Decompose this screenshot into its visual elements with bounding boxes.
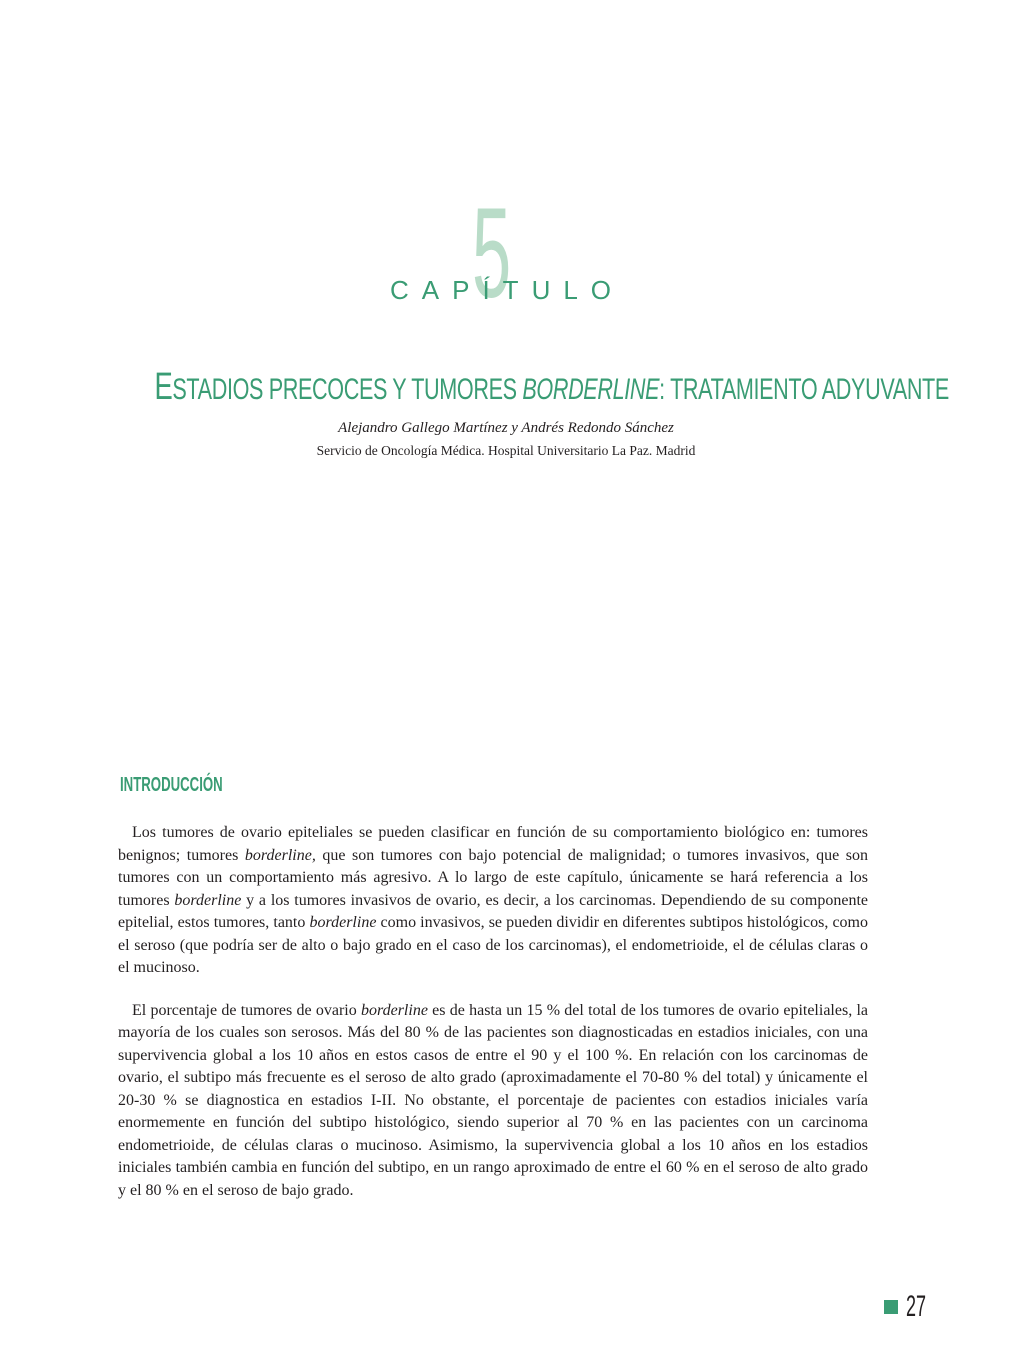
chapter-label: CAPÍTULO xyxy=(390,275,625,305)
paragraph-2 xyxy=(118,1000,868,1203)
title-part-1: STADIOS PRECOCES Y TUMORES xyxy=(172,373,523,406)
affiliation: Servicio de Oncología Médica. Hospital Universitario La Paz. Madrid xyxy=(316,443,696,458)
chapter-number: 5 xyxy=(472,182,512,325)
italic-term: borderline xyxy=(174,891,242,909)
title-part-2: : TRATAMIENTO ADYUVANTE xyxy=(659,373,949,406)
text-run: como invasivos, se pueden dividir en diferentes subtipos histológicos, como el seroso (que podría ser de alto o bajo grado en el caso de los carcinomas), el endometrioide, el de células claras o el mucinoso. xyxy=(118,914,868,976)
body-text xyxy=(118,822,868,1222)
title-italic: BORDERLINE xyxy=(522,373,660,406)
italic-term: borderline xyxy=(309,914,377,931)
italic-term: borderline xyxy=(360,1001,428,1019)
page-footer xyxy=(884,1290,930,1324)
page-number: 27 xyxy=(906,1290,927,1323)
text-run: que son tumores con bajo potencial de malignidad; o tumores invasivos, que son tumores con un comportamiento más agresivo. A lo largo de este capítulo, únicamente se hará referencia a los tumores xyxy=(118,846,869,909)
text-run: es de hasta un 15 % del total de los tumores de ovario epiteliales, la mayoría de los cuales son serosos. Más del 80 % de las pacientes son diagnosticadas en estadios iniciales, con una supervivencia global a los 10 años en estos casos de entre el 90 y el 100 %. En relación con los carcinomas de ovario, el subtipo más frecuente es el seroso de alto grado (aproximadamente el 70-80 % del total) y únicamente el 20-30 % se diagnostica en estadios I-II. No obstante, el porcentaje de pacientes con estadios iniciales varía enormemente en función del subtipo histológico, siendo superior al 70 % en las pacientes con un carcinoma endometrioide, de células claras o mucinoso. Asimismo, la supervivencia global a los 10 años en los estadios iniciales también cambia en función del subtipo, en un rango aproximado de entre el 60 % en el seroso de alto grado y el 80 % en el seroso de bajo grado. xyxy=(118,1001,868,1199)
title-initial: E xyxy=(154,366,173,408)
chapter-title xyxy=(0,366,1012,409)
text-run: y a los tumores invasivos de ovario, es decir, a los carcinomas. Dependiendo de su componente epitelial, estos tumores, tanto xyxy=(118,891,869,931)
authors: Alejandro Gallego Martínez y Andrés Redondo Sánchez xyxy=(338,420,674,436)
footer-square-icon xyxy=(884,1300,898,1314)
text-run: El porcentaje de tumores de ovario xyxy=(132,1001,361,1019)
section-heading: INTRODUCCIÓN xyxy=(120,774,223,796)
italic-term: borderline, xyxy=(244,846,316,864)
paragraph-1 xyxy=(118,822,868,980)
text-run: Los tumores de ovario epiteliales se pueden clasificar en función de su comportamiento biológico en: tumores benignos; tumores xyxy=(118,824,868,864)
